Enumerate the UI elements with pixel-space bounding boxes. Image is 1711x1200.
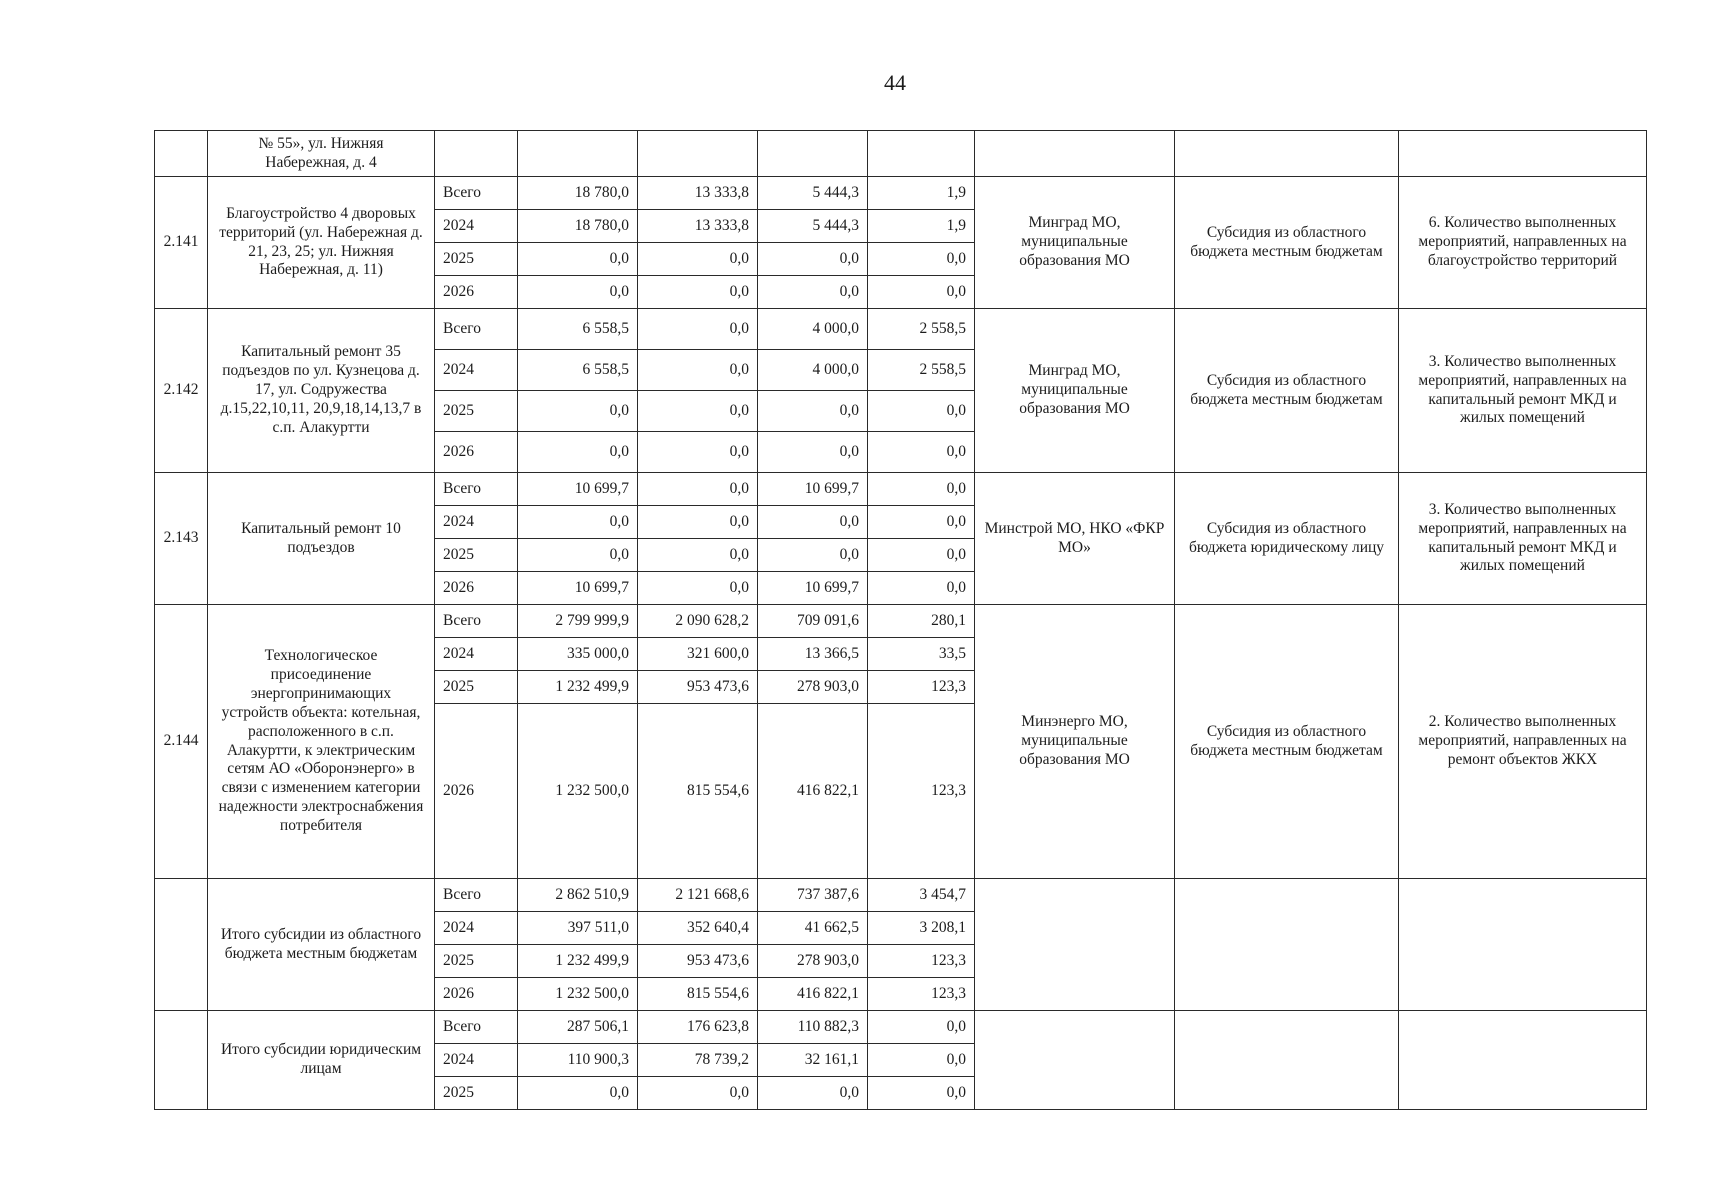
value-cell: 0,0 [758,539,868,572]
row-id-cell: 2.143 [155,473,208,605]
total-cell: 10 699,7 [518,572,638,605]
value-cell: 0,0 [758,276,868,309]
table-row [155,309,1647,350]
value-cell [758,131,868,177]
year-cell: 2026 [435,276,518,309]
total-cell: 10 699,7 [518,473,638,506]
executor-cell: Минград МО, муниципальные образования МО [975,309,1175,473]
total-cell: 18 780,0 [518,177,638,210]
value-cell: 1,9 [868,177,975,210]
value-cell: 0,0 [638,432,758,473]
source-cell: Субсидия из областного бюджета местным бюджетам [1175,177,1399,309]
value-cell: 815 554,6 [638,704,758,879]
value-cell: 0,0 [868,1011,975,1044]
year-cell: 2024 [435,1044,518,1077]
source-cell: Субсидия из областного бюджета местным бюджетам [1175,309,1399,473]
value-cell: 0,0 [868,432,975,473]
row-id-cell: 2.141 [155,177,208,309]
value-cell: 32 161,1 [758,1044,868,1077]
value-cell: 33,5 [868,638,975,671]
continuation-row [155,131,1647,177]
value-cell [638,131,758,177]
value-cell: 1,9 [868,210,975,243]
total-cell: 0,0 [518,539,638,572]
source-cell: Субсидия из областного бюджета местным бюджетам [1175,605,1399,879]
value-cell: 0,0 [868,572,975,605]
total-cell: 335 000,0 [518,638,638,671]
value-cell: 278 903,0 [758,945,868,978]
executor-cell [975,1011,1175,1110]
value-cell: 0,0 [638,350,758,391]
indicator-cell: 3. Количество выполненных мероприятий, направленных на капитальный ремонт МКД и жилых помещений [1399,309,1647,473]
year-cell: 2026 [435,432,518,473]
value-cell: 352 640,4 [638,912,758,945]
table-row [155,605,1647,638]
total-cell: 0,0 [518,432,638,473]
value-cell: 2 558,5 [868,350,975,391]
year-cell: 2024 [435,506,518,539]
year-cell: Всего [435,605,518,638]
row-id-cell [155,131,208,177]
budget-table [154,130,1647,1110]
object-cell: Капитальный ремонт 35 подъездов по ул. Кузнецова д. 17, ул. Содружества д.15,22,10,11, 20,9,18,14,13,7 в с.п. Алакуртти [208,309,435,473]
total-cell: 1 232 499,9 [518,945,638,978]
value-cell: 0,0 [758,432,868,473]
totals-row [155,1011,1647,1044]
value-cell: 110 882,3 [758,1011,868,1044]
indicator-cell: 6. Количество выполненных мероприятий, направленных на благоустройство территорий [1399,177,1647,309]
table-row [155,473,1647,506]
source-cell [1175,879,1399,1011]
year-cell: Всего [435,177,518,210]
total-cell: 0,0 [518,506,638,539]
value-cell: 123,3 [868,704,975,879]
year-cell: Всего [435,879,518,912]
value-cell: 278 903,0 [758,671,868,704]
value-cell: 0,0 [638,1077,758,1110]
value-cell: 4 000,0 [758,350,868,391]
year-cell: 2025 [435,391,518,432]
total-cell: 397 511,0 [518,912,638,945]
value-cell: 10 699,7 [758,572,868,605]
value-cell: 0,0 [638,539,758,572]
value-cell: 416 822,1 [758,704,868,879]
year-cell: 2026 [435,978,518,1011]
indicator-cell [1399,131,1647,177]
year-cell: 2025 [435,539,518,572]
value-cell: 0,0 [868,539,975,572]
value-cell: 13 333,8 [638,210,758,243]
row-id-cell: 2.142 [155,309,208,473]
source-cell: Субсидия из областного бюджета юридическому лицу [1175,473,1399,605]
year-cell: 2025 [435,671,518,704]
value-cell: 0,0 [638,309,758,350]
total-cell: 0,0 [518,391,638,432]
value-cell: 5 444,3 [758,177,868,210]
value-cell: 815 554,6 [638,978,758,1011]
indicator-cell [1399,879,1647,1011]
value-cell: 0,0 [638,391,758,432]
value-cell: 123,3 [868,671,975,704]
value-cell: 123,3 [868,945,975,978]
totals-label-cell: Итого субсидии юридическим лицам [208,1011,435,1110]
value-cell: 13 333,8 [638,177,758,210]
value-cell: 953 473,6 [638,671,758,704]
value-cell: 0,0 [638,276,758,309]
total-cell: 18 780,0 [518,210,638,243]
year-cell: 2026 [435,572,518,605]
value-cell: 0,0 [868,1077,975,1110]
value-cell: 123,3 [868,978,975,1011]
executor-cell: Минэнерго МО, муниципальные образования МО [975,605,1175,879]
year-cell: 2025 [435,1077,518,1110]
row-id-cell [155,879,208,1011]
value-cell: 321 600,0 [638,638,758,671]
total-cell: 2 862 510,9 [518,879,638,912]
year-cell [435,131,518,177]
value-cell: 280,1 [868,605,975,638]
row-id-cell: 2.144 [155,605,208,879]
total-cell: 0,0 [518,276,638,309]
year-cell: Всего [435,473,518,506]
total-cell [518,131,638,177]
executor-cell: Минград МО, муниципальные образования МО [975,177,1175,309]
value-cell: 41 662,5 [758,912,868,945]
year-cell: 2024 [435,912,518,945]
object-cell: Технологическое присоединение энергопринимающих устройств объекта: котельная, расположенного в с.п. Алакуртти, к электрическим сетям АО «Оборонэнерго» в связи с изменением категории надежности электроснабжения потребителя [208,605,435,879]
source-cell [1175,131,1399,177]
total-cell: 1 232 500,0 [518,978,638,1011]
indicator-cell: 3. Количество выполненных мероприятий, направленных на капитальный ремонт МКД и жилых помещений [1399,473,1647,605]
source-cell [1175,1011,1399,1110]
total-cell: 1 232 500,0 [518,704,638,879]
total-cell: 110 900,3 [518,1044,638,1077]
executor-cell [975,131,1175,177]
value-cell: 5 444,3 [758,210,868,243]
page-number: 44 [884,70,906,95]
value-cell: 3 208,1 [868,912,975,945]
executor-cell: Минстрой МО, НКО «ФКР МО» [975,473,1175,605]
value-cell: 10 699,7 [758,473,868,506]
value-cell: 0,0 [758,391,868,432]
value-cell: 0,0 [638,243,758,276]
value-cell: 0,0 [638,473,758,506]
value-cell: 0,0 [758,1077,868,1110]
totals-label-cell: Итого субсидии из областного бюджета местным бюджетам [208,879,435,1011]
value-cell: 176 623,8 [638,1011,758,1044]
value-cell: 0,0 [868,473,975,506]
year-cell: 2025 [435,945,518,978]
row-id-cell [155,1011,208,1110]
year-cell: 2026 [435,704,518,879]
total-cell: 0,0 [518,1077,638,1110]
indicator-cell [1399,1011,1647,1110]
executor-cell [975,879,1175,1011]
value-cell: 78 739,2 [638,1044,758,1077]
value-cell: 0,0 [868,1044,975,1077]
table-row [155,177,1647,210]
indicator-cell: 2. Количество выполненных мероприятий, направленных на ремонт объектов ЖКХ [1399,605,1647,879]
value-cell: 2 121 668,6 [638,879,758,912]
value-cell: 13 366,5 [758,638,868,671]
total-cell: 287 506,1 [518,1011,638,1044]
table-body [155,131,1647,1110]
total-cell: 1 232 499,9 [518,671,638,704]
value-cell: 709 091,6 [758,605,868,638]
value-cell: 0,0 [868,506,975,539]
value-cell: 0,0 [758,506,868,539]
value-cell: 2 558,5 [868,309,975,350]
value-cell: 737 387,6 [758,879,868,912]
year-cell: 2025 [435,243,518,276]
value-cell: 4 000,0 [758,309,868,350]
value-cell: 0,0 [868,243,975,276]
value-cell: 0,0 [758,243,868,276]
total-cell: 0,0 [518,243,638,276]
value-cell: 2 090 628,2 [638,605,758,638]
object-cell: Благоустройство 4 дворовых территорий (ул. Набережная д. 21, 23, 25; ул. Нижняя Набережная, д. 11) [208,177,435,309]
value-cell: 3 454,7 [868,879,975,912]
value-cell: 0,0 [638,572,758,605]
year-cell: Всего [435,1011,518,1044]
value-cell: 0,0 [868,276,975,309]
year-cell: 2024 [435,350,518,391]
total-cell: 2 799 999,9 [518,605,638,638]
value-cell: 0,0 [638,506,758,539]
object-cell: Капитальный ремонт 10 подъездов [208,473,435,605]
value-cell: 0,0 [868,391,975,432]
year-cell: Всего [435,309,518,350]
total-cell: 6 558,5 [518,350,638,391]
value-cell: 953 473,6 [638,945,758,978]
value-cell: 416 822,1 [758,978,868,1011]
value-cell [868,131,975,177]
total-cell: 6 558,5 [518,309,638,350]
totals-row [155,879,1647,912]
object-cell: № 55», ул. Нижняя Набережная, д. 4 [208,131,435,177]
year-cell: 2024 [435,210,518,243]
year-cell: 2024 [435,638,518,671]
